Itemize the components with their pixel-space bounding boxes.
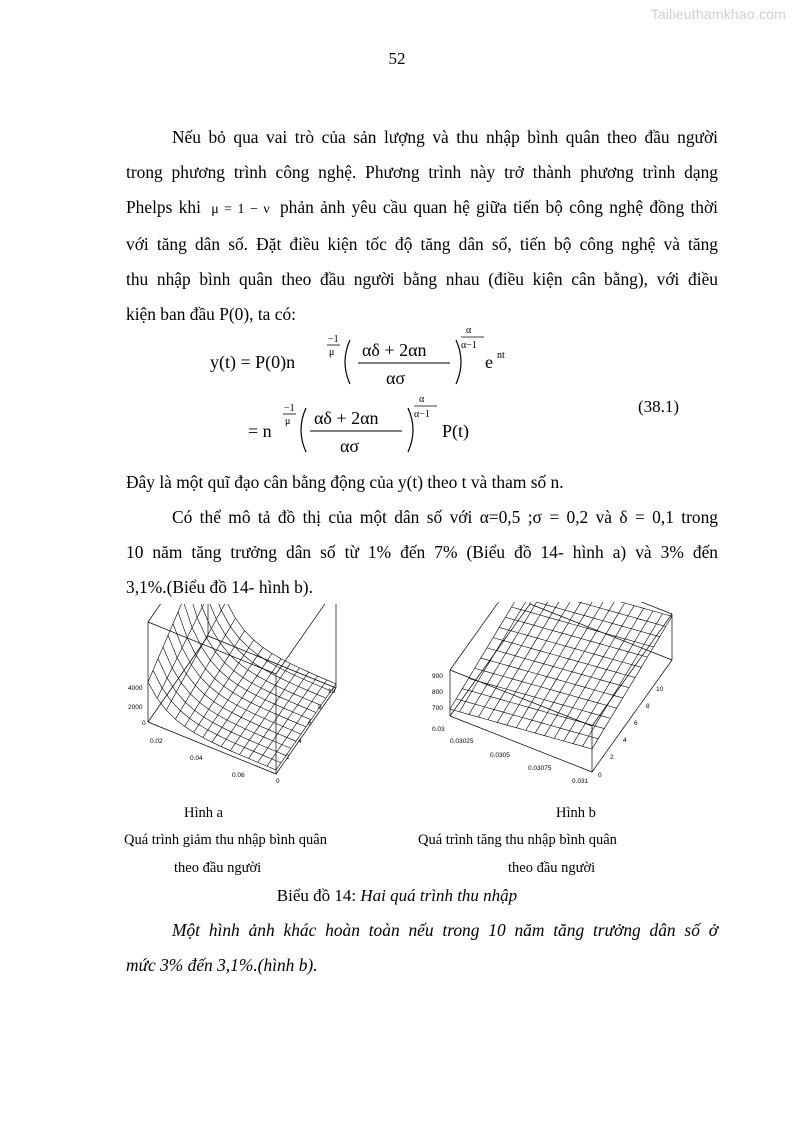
z-tick-label: 800 — [432, 689, 443, 696]
n-tick-label: 0.04 — [190, 755, 203, 762]
text-line: Đây là một quĩ đạo cân bằng động của y(t) theo t và tham số n. — [126, 472, 564, 492]
surface-grid-line — [166, 604, 226, 710]
z-tick-label: 0 — [142, 720, 146, 727]
figure-b — [420, 602, 678, 790]
eq2-frac-num: αδ + 2αn — [314, 408, 379, 428]
eq2-lhs: = n — [248, 421, 272, 441]
eq1-frac-den: ασ — [386, 368, 406, 388]
watermark: Tailieuthamkhao.com — [650, 6, 786, 22]
eq2-tail: P(t) — [442, 421, 469, 441]
text-line: trong phương trình công nghệ. Phương trình này trở thành phương trình dạng — [126, 162, 718, 182]
surface-plot-a — [128, 604, 394, 790]
plot-box-edge — [276, 688, 336, 774]
t-tick-label: 8 — [646, 703, 650, 710]
chart-title-italic: Hai quá trình thu nhập — [360, 886, 518, 905]
z-tick-label: 2000 — [128, 704, 143, 711]
surface-grid-line — [524, 602, 666, 627]
text-line: 3,1%.(Biểu đồ 14- hình b). — [126, 577, 313, 597]
left-paren — [301, 408, 306, 452]
surface-grid-line — [516, 602, 596, 728]
z-tick-label: 4000 — [128, 685, 143, 692]
t-tick-label: 2 — [610, 754, 614, 761]
figure-b-caption-line: Quá trình tăng thu nhập bình quân — [418, 832, 617, 848]
eq1-tail-exp: nt — [497, 350, 505, 361]
n-tick-label: 0.03075 — [528, 765, 552, 772]
paragraph-intro — [126, 120, 718, 332]
n-tick-label: 0.02 — [150, 738, 163, 745]
plot-box-edge — [592, 614, 672, 726]
surface-grid-line — [276, 684, 336, 770]
eq2-exp-den: μ — [285, 416, 291, 427]
t-tick-label: 6 — [634, 720, 638, 727]
t-tick-label: 6 — [308, 720, 312, 727]
figure-a — [128, 604, 394, 790]
page-number: 52 — [388, 49, 406, 68]
figure-a-caption-line: Quá trình giảm thu nhập bình quân — [124, 832, 327, 848]
surface-grid-line — [583, 614, 663, 747]
figure-a-caption-line: theo đầu người — [174, 860, 262, 876]
surface-grid-line — [592, 616, 672, 749]
surface-grid-line — [507, 602, 587, 725]
eq1-outer-exp-den: α−1 — [461, 340, 477, 351]
text-line: kiện ban đầu P(0), ta có: — [126, 304, 296, 324]
figure-a-title: Hình a — [184, 805, 224, 821]
chart-title — [0, 886, 794, 906]
t-tick-label: 0 — [598, 772, 602, 779]
plot-box-edge — [208, 636, 336, 688]
paragraph-description — [126, 500, 718, 605]
n-tick-label: 0.03 — [432, 726, 445, 733]
surface-grid-line — [450, 602, 530, 709]
text-line: với tăng dân số. Đặt điều kiện tốc độ tăng dân số, tiến bộ công nghệ và tăng — [126, 234, 718, 254]
surface-plot-b — [420, 602, 678, 790]
n-tick-label: 0.0305 — [490, 752, 510, 759]
t-tick-label: 2 — [286, 754, 290, 761]
eq2-frac-den: ασ — [340, 436, 360, 456]
text-line: thu nhập bình quân theo đầu người bằng nhau (điều kiện cân bằng), với điều — [126, 269, 718, 289]
text-line: Nếu bỏ qua vai trò của sản lượng và thu nhập bình quân theo đầu người — [172, 127, 718, 147]
eq1-exp-den: μ — [329, 347, 335, 358]
left-paren — [345, 340, 350, 384]
equation-number: (38.1) — [638, 397, 680, 416]
surface-grid-line — [573, 611, 653, 744]
surface-grid-line — [564, 608, 644, 741]
eq2-outer-exp-den: α−1 — [414, 409, 430, 420]
inline-formula: μ = 1 − ν — [211, 202, 270, 217]
eq2-outer-exp-num: α — [419, 394, 425, 405]
eq1-frac-num: αδ + 2αn — [362, 340, 427, 360]
surface-grid-line — [545, 603, 625, 736]
surface-grid-line — [554, 606, 634, 739]
text-line — [126, 190, 718, 227]
n-tick-label: 0.031 — [572, 778, 589, 785]
text-fragment: phản ảnh yêu cầu quan hệ giữa tiến bộ công nghệ đồng thời — [279, 197, 718, 217]
figure-b-caption-line: theo đầu người — [508, 860, 596, 876]
eq2-exp-num: −1 — [284, 403, 295, 414]
n-tick-label: 0.06 — [232, 772, 245, 779]
plot-box-edge — [148, 604, 208, 622]
eq1-exp-num: −1 — [328, 334, 339, 345]
t-tick-label: 10 — [328, 688, 336, 695]
paragraph-conclusion — [126, 913, 718, 983]
eq1-tail: e — [485, 352, 493, 372]
paragraph-trajectory — [126, 465, 718, 500]
eq1-outer-exp-num: α — [466, 325, 472, 336]
t-tick-label: 10 — [656, 686, 664, 693]
figure-b-title: Hình b — [556, 805, 596, 821]
plot-box-edge — [276, 604, 336, 674]
t-tick-label: 0 — [276, 778, 280, 785]
t-tick-label: 8 — [318, 704, 322, 711]
right-paren — [408, 408, 413, 452]
plot-box-edge — [450, 670, 592, 726]
text-line: Một hình ảnh khác hoàn toàn nếu trong 10 năm tăng trưởng dân số ở — [172, 920, 718, 940]
chart-title-prefix: Biểu đồ 14: — [276, 886, 361, 905]
surface-grid-line — [193, 604, 321, 705]
t-tick-label: 4 — [623, 737, 627, 744]
eq1-lhs: y(t) = P(0)n — [210, 352, 296, 372]
text-line: Có thể mô tả đồ thị của một dân số với α=0,5 ;σ = 0,2 và δ = 0,1 trong — [172, 507, 718, 527]
n-tick-label: 0.03025 — [450, 738, 474, 745]
z-tick-label: 900 — [432, 673, 443, 680]
text-fragment: Phelps khi — [126, 197, 201, 217]
z-tick-label: 700 — [432, 705, 443, 712]
text-line: 10 năm tăng trưởng dân số từ 1% đến 7% (Biểu đồ 14- hình a) và 3% đến — [126, 542, 718, 562]
text-line: mức 3% đến 3,1%.(hình b). — [126, 955, 318, 975]
t-tick-label: 4 — [298, 738, 302, 745]
